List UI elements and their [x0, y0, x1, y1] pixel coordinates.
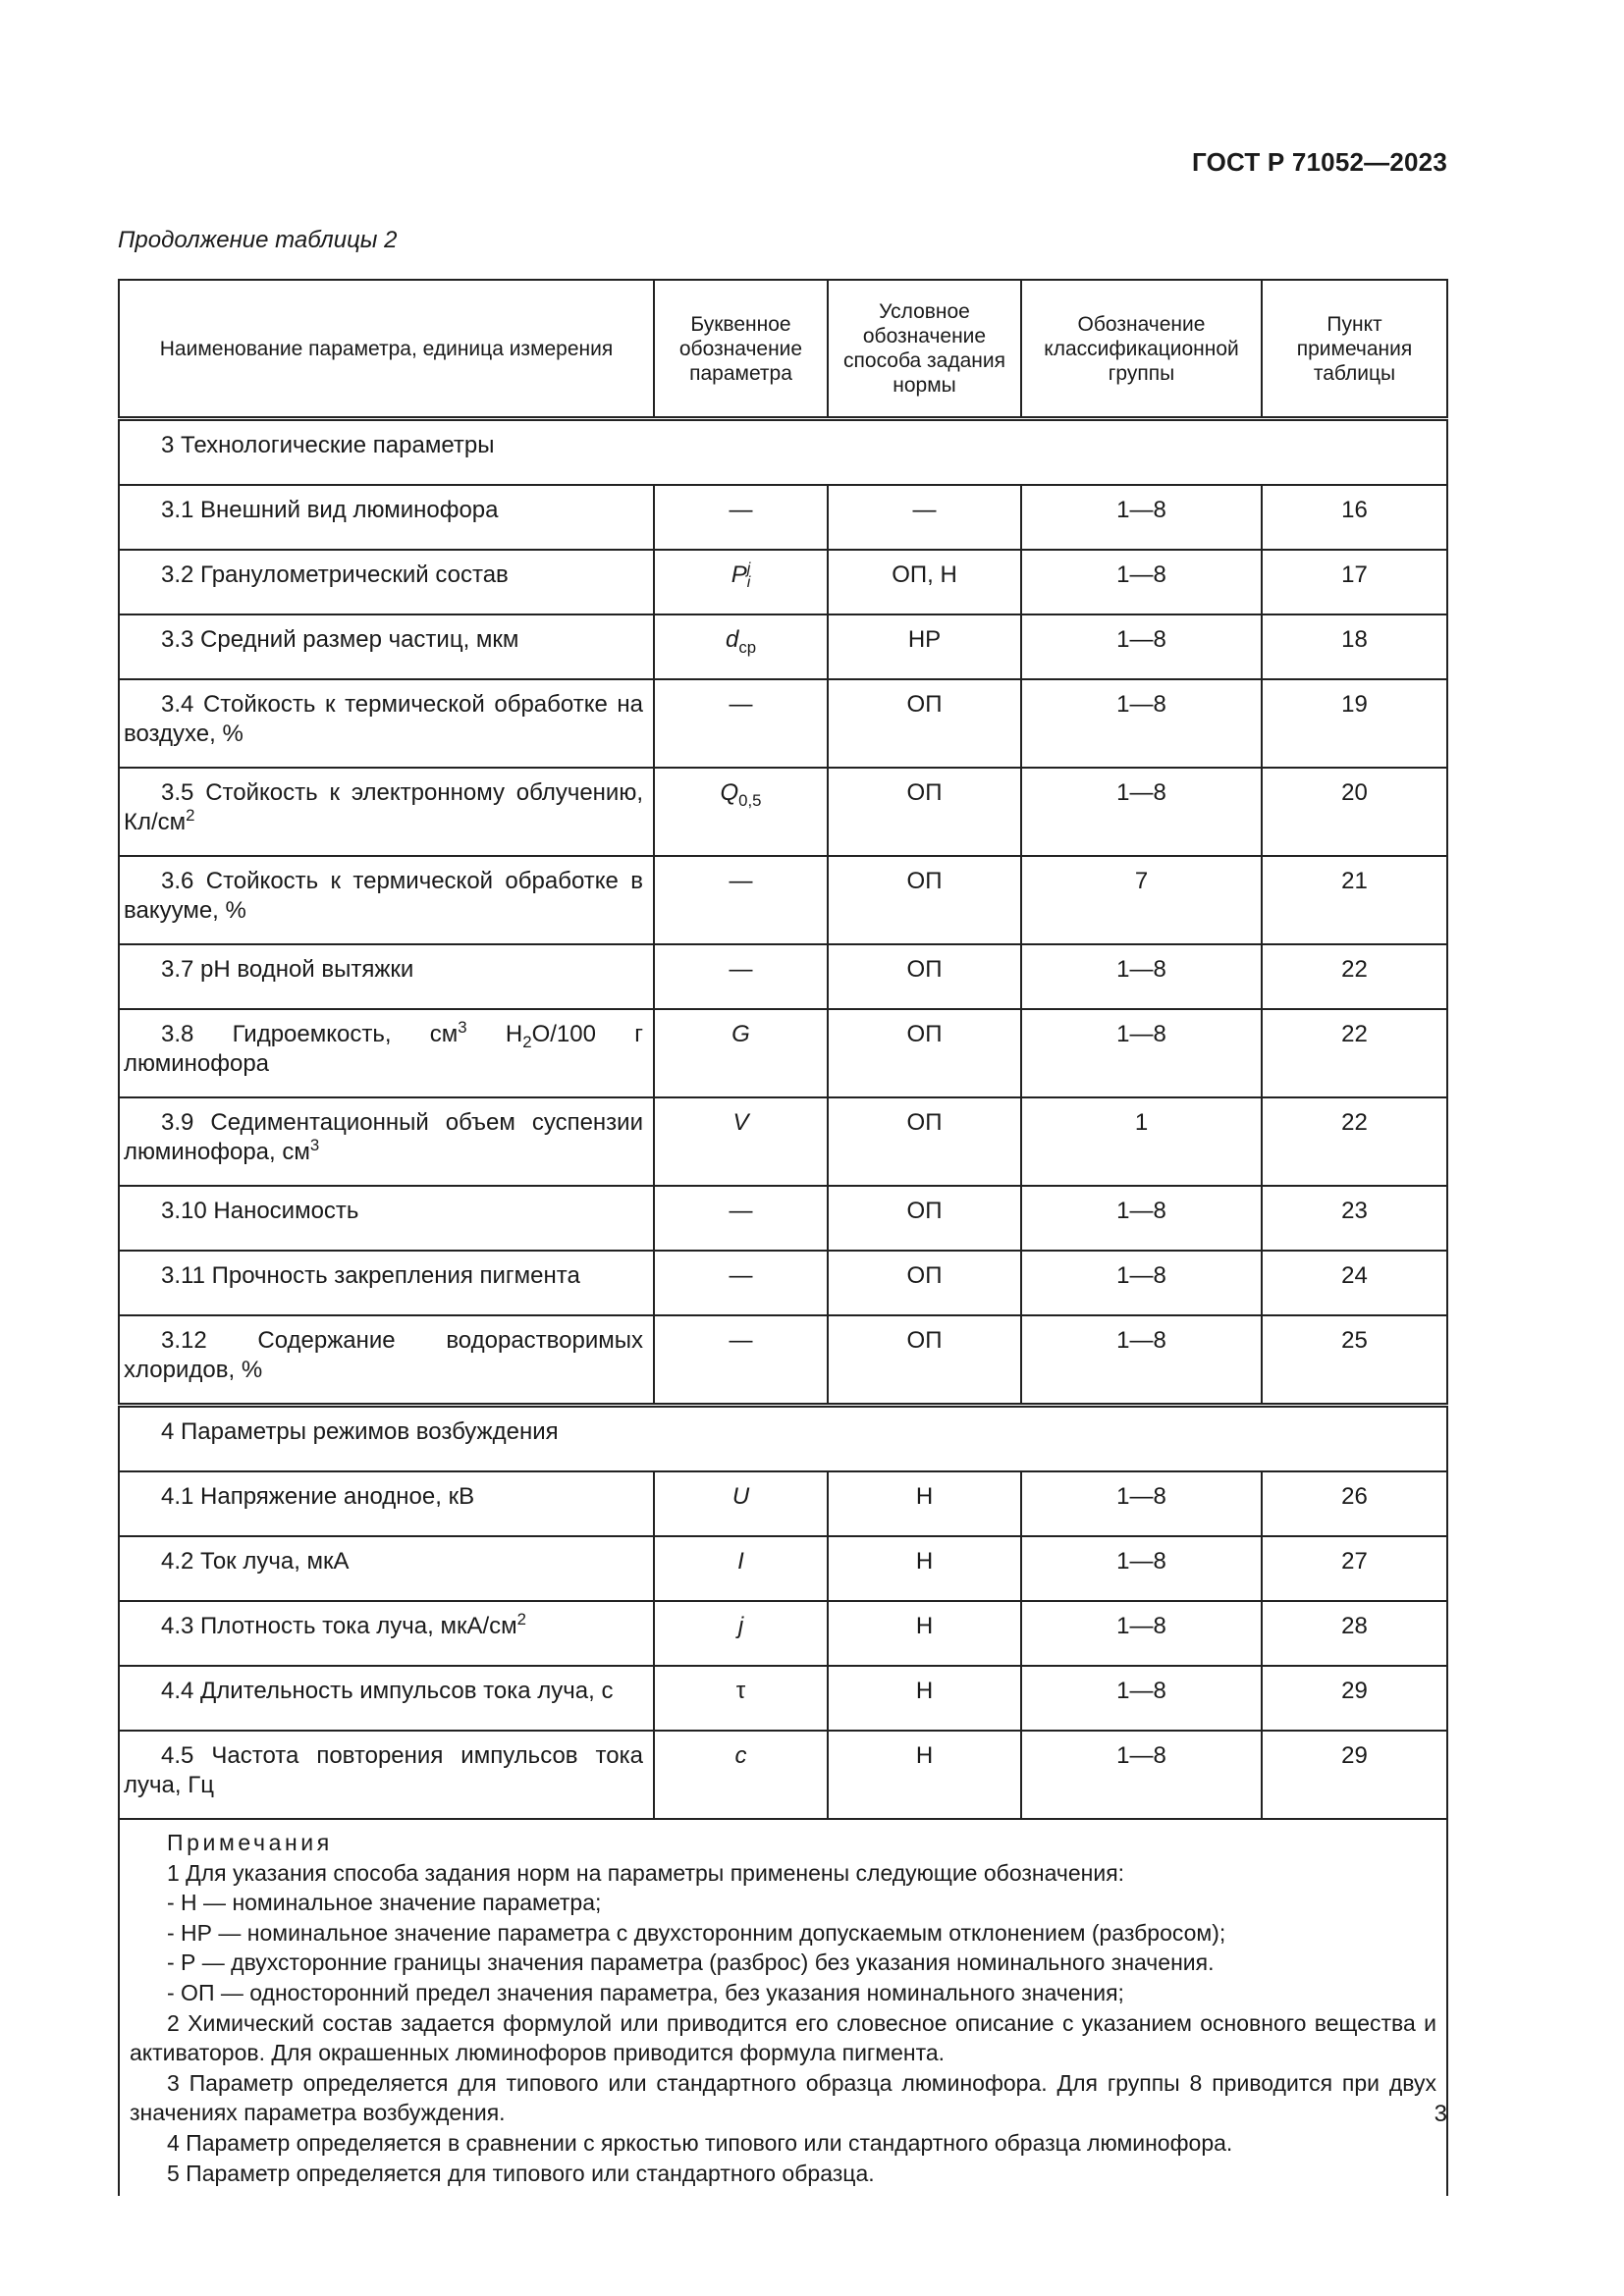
note-3: 3 Параметр определяется для типового или стандартного образца люминофора. Для группы 8 приводится при двух значениях параметра возбуждения. — [130, 2069, 1436, 2126]
note-2: 2 Химический состав задается формулой или приводится его словесное описание с указанием основного вещества и активаторов. Для окрашенных люминофоров приводится формула пигмента. — [130, 2009, 1436, 2066]
param-name: 3.5 Стойкость к электронному облучению, $Кл/см^2$ — [119, 768, 654, 856]
param-note: 22 — [1262, 1009, 1447, 1097]
param-symbol: — — [654, 944, 828, 1009]
note-1-item: - ОП — односторонний предел значения параметра, без указания номинального значения; — [167, 1979, 1124, 2005]
param-norm: ОП — [828, 1009, 1021, 1097]
table-row — [119, 768, 1447, 856]
table-row — [119, 1666, 1447, 1731]
param-group: 1—8 — [1021, 679, 1262, 768]
param-group: 1—8 — [1021, 768, 1262, 856]
table-row — [119, 1471, 1447, 1536]
param-symbol: — — [654, 485, 828, 550]
param-norm: ОП — [828, 944, 1021, 1009]
param-group: 1—8 — [1021, 1731, 1262, 1819]
param-symbol: — — [654, 679, 828, 768]
section-row — [119, 419, 1447, 486]
param-name: 3.6 Стойкость к термической обработке в вакууме, % — [119, 856, 654, 944]
header-parameter-name: Наименование параметра, единица измерения — [119, 280, 654, 419]
param-symbol: τ — [654, 1666, 828, 1731]
param-norm: Н — [828, 1601, 1021, 1666]
param-note: 24 — [1262, 1251, 1447, 1315]
table-row — [119, 856, 1447, 944]
param-symbol: j — [654, 1601, 828, 1666]
param-symbol: U — [654, 1471, 828, 1536]
section-row — [119, 1406, 1447, 1472]
param-symbol: V — [654, 1097, 828, 1186]
table-row — [119, 1601, 1447, 1666]
param-note: 16 — [1262, 485, 1447, 550]
table-row — [119, 679, 1447, 768]
param-name: 3.8 Гидроемкость, $см^3$ $H_2O/100$ г люминофора — [119, 1009, 654, 1097]
param-name: 4.2 Ток луча, мкА — [119, 1536, 654, 1601]
document-code: ГОСТ Р 71052—2023 — [1192, 147, 1447, 177]
table-row — [119, 1009, 1447, 1097]
table-row — [119, 1731, 1447, 1819]
param-note: 27 — [1262, 1536, 1447, 1601]
param-name: 3.4 Стойкость к термической обработке на воздухе, % — [119, 679, 654, 768]
table-row — [119, 1186, 1447, 1251]
param-note: 29 — [1262, 1731, 1447, 1819]
header-norm-method: Условное обозначение способа задания нормы — [828, 280, 1021, 419]
param-group: 1—8 — [1021, 1315, 1262, 1406]
table-continuation-label: Продолжение таблицы 2 — [118, 227, 398, 253]
param-group: 7 — [1021, 856, 1262, 944]
param-group: 1—8 — [1021, 485, 1262, 550]
param-norm: ОП — [828, 679, 1021, 768]
parameters-table — [118, 279, 1448, 2196]
param-note: 26 — [1262, 1471, 1447, 1536]
table-row — [119, 1251, 1447, 1315]
param-symbol: P j i — [654, 550, 828, 614]
notes-title: Примечания — [167, 1830, 333, 1855]
param-norm: ОП — [828, 1315, 1021, 1406]
param-group: 1—8 — [1021, 1536, 1262, 1601]
param-symbol: — — [654, 1186, 828, 1251]
table-row — [119, 1315, 1447, 1406]
param-group: 1—8 — [1021, 1666, 1262, 1731]
param-name: 3.11 Прочность закрепления пигмента — [119, 1251, 654, 1315]
table-row — [119, 614, 1447, 679]
param-name: 3.1 Внешний вид люминофора — [119, 485, 654, 550]
param-name: 3.10 Наносимость — [119, 1186, 654, 1251]
page-number: 3 — [1434, 2101, 1447, 2127]
param-group: 1—8 — [1021, 1601, 1262, 1666]
param-note: 21 — [1262, 856, 1447, 944]
param-symbol: I — [654, 1536, 828, 1601]
param-norm: НР — [828, 614, 1021, 679]
param-group: 1—8 — [1021, 614, 1262, 679]
note-1: 1 Для указания способа задания норм на параметры применены следующие обозначения: — [167, 1859, 1125, 1886]
param-group: 1 — [1021, 1097, 1262, 1186]
param-name: 4.5 Частота повторения импульсов тока луча, Гц — [119, 1731, 654, 1819]
note-1-item: - Р — двухсторонние границы значения параметра (разброс) без указания номинального значения. — [167, 1949, 1215, 1976]
notes-row — [119, 1819, 1447, 2196]
param-group: 1—8 — [1021, 1251, 1262, 1315]
param-norm: ОП, Н — [828, 550, 1021, 614]
param-norm: Н — [828, 1731, 1021, 1819]
param-norm: ОП — [828, 856, 1021, 944]
param-group: 1—8 — [1021, 944, 1262, 1009]
param-group: 1—8 — [1021, 1471, 1262, 1536]
param-symbol: $Q_{0,5}$ — [654, 768, 828, 856]
param-norm: Н — [828, 1471, 1021, 1536]
param-note: 19 — [1262, 679, 1447, 768]
param-name: 3.12 Содержание водорастворимых хлоридов, % — [119, 1315, 654, 1406]
param-group: 1—8 — [1021, 550, 1262, 614]
param-norm: — — [828, 485, 1021, 550]
param-note: 25 — [1262, 1315, 1447, 1406]
note-1-item: - НР — номинальное значение параметра с двухсторонним допускаемым отклонением (разбросом); — [167, 1919, 1226, 1946]
param-name: 4.1 Напряжение анодное, кВ — [119, 1471, 654, 1536]
table-row — [119, 550, 1447, 614]
param-note: 18 — [1262, 614, 1447, 679]
param-symbol: — — [654, 1251, 828, 1315]
param-symbol: G — [654, 1009, 828, 1097]
table-header-row — [119, 280, 1447, 419]
param-name: 4.3 Плотность тока луча, мкА/$см^2$ — [119, 1601, 654, 1666]
param-norm: ОП — [828, 1251, 1021, 1315]
param-symbol: $d_{ср}$ — [654, 614, 828, 679]
header-letter-symbol: Буквенное обозначение параметра — [654, 280, 828, 419]
param-name: 4.4 Длительность импульсов тока луча, с — [119, 1666, 654, 1731]
param-name: 3.7 pH водной вытяжки — [119, 944, 654, 1009]
table-row — [119, 944, 1447, 1009]
param-name: 3.3 Средний размер частиц, мкм — [119, 614, 654, 679]
param-note: 23 — [1262, 1186, 1447, 1251]
param-norm: Н — [828, 1536, 1021, 1601]
section-title: 4 Параметры режимов возбуждения — [119, 1406, 1447, 1472]
param-note: 22 — [1262, 944, 1447, 1009]
param-norm: ОП — [828, 1186, 1021, 1251]
param-norm: ОП — [828, 768, 1021, 856]
param-note: 28 — [1262, 1601, 1447, 1666]
table-row — [119, 1097, 1447, 1186]
param-note: 20 — [1262, 768, 1447, 856]
note-1-item: - Н — номинальное значение параметра; — [167, 1890, 602, 1916]
param-name: 3.9 Седиментационный объем суспензии люминофора, $см^3$ — [119, 1097, 654, 1186]
param-symbol: — — [654, 1315, 828, 1406]
note-4: 4 Параметр определяется в сравнении с яркостью типового или стандартного образца люминофора. — [167, 2129, 1233, 2156]
section-title: 3 Технологические параметры — [119, 419, 1447, 486]
param-group: 1—8 — [1021, 1186, 1262, 1251]
table-row — [119, 485, 1447, 550]
header-class-group: Обозначение классификационной группы — [1021, 280, 1262, 419]
param-note: 17 — [1262, 550, 1447, 614]
param-norm: ОП — [828, 1097, 1021, 1186]
param-note: 29 — [1262, 1666, 1447, 1731]
param-symbol: — — [654, 856, 828, 944]
param-group: 1—8 — [1021, 1009, 1262, 1097]
param-norm: Н — [828, 1666, 1021, 1731]
param-name: 3.2 Гранулометрический состав — [119, 550, 654, 614]
param-symbol: c — [654, 1731, 828, 1819]
note-5: 5 Параметр определяется для типового или стандартного образца. — [167, 2160, 875, 2186]
header-note-item: Пункт примечания таблицы — [1262, 280, 1447, 419]
param-note: 22 — [1262, 1097, 1447, 1186]
notes-block — [119, 1819, 1447, 2196]
table-row — [119, 1536, 1447, 1601]
